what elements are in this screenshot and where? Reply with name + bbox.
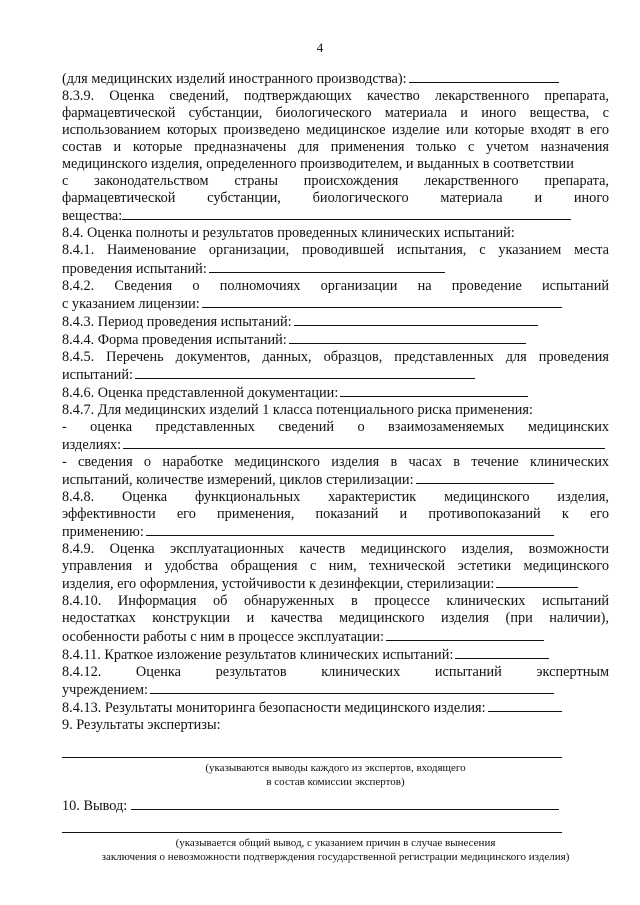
conclusion-field-line-2[interactable] [62,831,562,833]
clause-8-4-7-b-end: испытаний, количестве измерений, циклов стерилизации: [62,471,609,489]
clause-8-4-13: 8.4.13. Результаты мониторинга безопасности медицинского изделия: [62,699,609,717]
blank-field[interactable] [488,699,562,712]
expertise-results-field[interactable] [62,756,562,758]
section-8-4: 8.4. Оценка полноты и результатов проведенных клинических испытаний: [62,225,515,242]
blank-field[interactable] [146,523,554,536]
clause-8-4-12-end: учреждением: [62,681,609,699]
blank-field[interactable] [455,646,549,659]
clause-8-4-9-end: изделия, его оформления, устойчивости к дезинфекции, стерилизации: [62,575,609,593]
blank-field[interactable] [386,628,544,641]
clause-8-4-2: 8.4.2. Сведения о полномочиях организации на проведение испытаний [62,277,609,294]
clause-8-4-11: 8.4.11. Краткое изложение результатов клинических испытаний: [62,646,609,664]
blank-field[interactable] [150,681,554,694]
blank-field[interactable] [209,260,445,273]
clause-8-4-1: 8.4.1. Наименование организации, проводившей испытания, с указанием места [62,242,609,259]
clause-8-4-8-end: применению: [62,523,609,541]
clause-8-4-7-b: - сведения о наработке медицинского изделия в часах в течение клинических [62,454,609,471]
clause-8-4-9: 8.4.9. Оценка эксплуатационных качеств медицинского изделия, возможности [62,541,609,558]
blank-field[interactable] [202,295,562,308]
section-10-conclusion: 10. Вывод: [62,797,609,815]
clause-8-3-9: 8.3.9. Оценка сведений, подтверждающих качество лекарственного препарата, фармацевтической субстанции, биологического материала и иного вещества, с использованием которых произведено медицинское изделие или которые входят в его состав и которые предназначены для применения только с учетом назначения медицинского изделия, определенного производителем, и выданных в соответствии [62,88,609,173]
blank-field[interactable] [122,207,571,220]
clause-8-3-9-line-2: фармацевтической субстанции, биологического материала и иного [62,190,609,207]
blank-field[interactable] [294,313,538,326]
clause-8-3-9-end: вещества: [62,207,609,225]
clause-8-4-10-end: особенности работы с ним в процессе эксплуатации: [62,628,609,646]
section-9-note: (указываются выводы каждого из экспертов, входящего в состав комиссии экспертов) [205,761,466,788]
clause-8-4-10-line: недостатках конструкции и качества медицинского изделия (при наличии), [62,610,609,627]
clause-8-3-9-line: с законодательством страны происхождения лекарственного препарата, [62,173,609,190]
blank-field[interactable] [135,366,475,379]
section-9-heading: 9. Результаты экспертизы: [62,716,221,733]
line-foreign-manufacture: (для медицинских изделий иностранного производства): [62,70,609,88]
section-10-note: (указывается общий вывод, с указанием причин в случае вынесения заключения о невозможности подтверждения государственной регистрации медицинского изделия) [101,836,570,863]
clause-8-4-7-a-end: изделиях: [62,436,609,454]
blank-field[interactable] [340,384,528,397]
clause-8-4-6: 8.4.6. Оценка представленной документации: [62,384,609,402]
clause-8-4-2-end: с указанием лицензии: [62,295,609,313]
clause-8-4-8-line: эффективности его применения, показаний и противопоказаний к его [62,506,609,523]
clause-8-4-1-end: проведения испытаний: [62,260,609,278]
clause-8-4-8: 8.4.8. Оценка функциональных характеристик медицинского изделия, [62,489,609,506]
blank-field[interactable] [289,331,526,344]
clause-8-4-7: 8.4.7. Для медицинских изделий 1 класса потенциального риска применения: [62,401,533,418]
page-number: 4 [316,40,324,55]
clause-8-4-4: 8.4.4. Форма проведения испытаний: [62,331,609,349]
clause-8-4-7-a: - оценка представленных сведений о взаимозаменяемых медицинских [62,418,609,435]
blank-field[interactable] [416,471,554,484]
blank-field[interactable] [409,70,559,83]
clause-8-4-3: 8.4.3. Период проведения испытаний: [62,313,609,331]
form-body [62,70,609,864]
clause-8-4-12: 8.4.12. Оценка результатов клинических испытаний экспертным [62,663,609,680]
blank-field[interactable] [496,575,578,588]
clause-8-4-5-end: испытаний: [62,366,609,384]
clause-8-4-10: 8.4.10. Информация об обнаруженных в процессе клинических испытаний [62,593,609,610]
conclusion-field[interactable] [131,797,559,810]
clause-8-4-5: 8.4.5. Перечень документов, данных, образцов, представленных для проведения [62,348,609,365]
clause-8-4-9-line: управления и удобства обращения с ним, технической эстетики медицинского [62,558,609,575]
blank-field[interactable] [123,436,605,449]
